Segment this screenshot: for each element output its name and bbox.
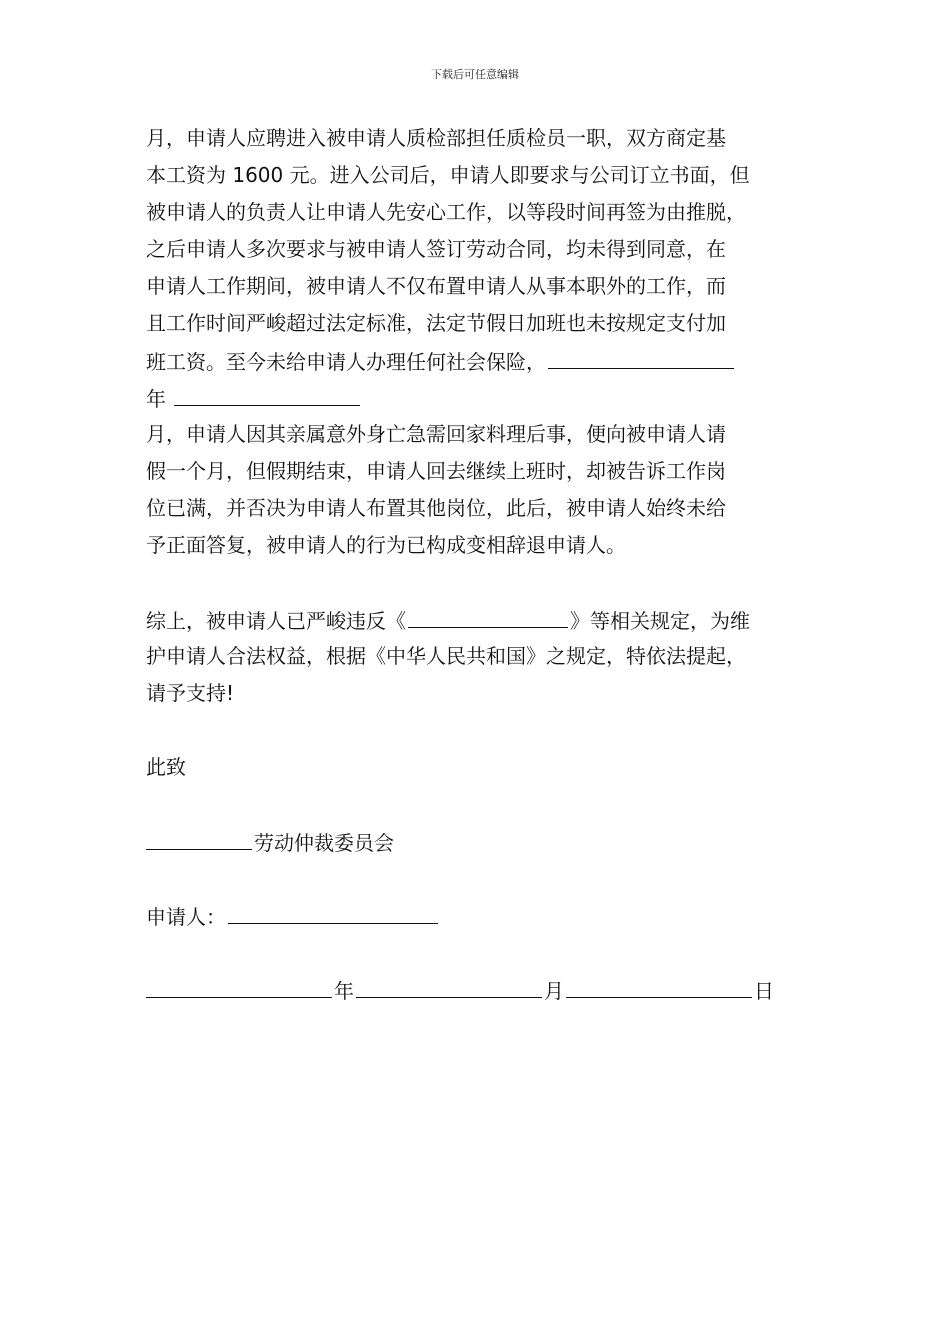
year-label: 年	[146, 387, 166, 411]
fill-in-blank[interactable]	[174, 379, 360, 406]
date-line	[146, 971, 836, 1008]
text-line: 月，申请人应聘进入被申请人质检部担任质检员一职，双方商定基	[146, 126, 726, 150]
text-segment: 综上，被申请人已严峻违反《	[146, 609, 406, 633]
paragraph-3	[146, 601, 836, 712]
document-body	[146, 120, 836, 1008]
salutation: 此致	[146, 755, 186, 779]
paragraph-1	[146, 120, 836, 416]
text-line: 之后申请人多次要求与被申请人签订劳动合同，均未得到同意，在	[146, 237, 726, 261]
paragraph-spacer	[146, 786, 836, 823]
text-line: 位已满，并否决为申请人布置其他岗位，此后，被申请人始终未给	[146, 496, 726, 520]
year-label: 年	[334, 979, 354, 1003]
applicant-name-blank[interactable]	[228, 897, 438, 924]
text-segment: 》等相关规定，为维	[570, 609, 750, 633]
day-blank[interactable]	[566, 971, 752, 998]
month-label: 月	[544, 979, 564, 1003]
committee-name-blank[interactable]	[146, 823, 252, 850]
paragraph-2	[146, 416, 836, 564]
text-line: 假一个月，但假期结束，申请人回去继续上班时，却被告诉工作岗	[146, 459, 726, 483]
text-line: 且工作时间严峻超过法定标准，法定节假日加班也未按规定支付加	[146, 311, 726, 335]
text-line: 被申请人的负责人让申请人先安心工作，以等段时间再签为由推脱，	[146, 200, 746, 224]
text-line: 本工资为 1600 元。进入公司后，申请人即要求与公司订立书面，但	[146, 163, 750, 187]
page-header-note: 下载后可任意编辑	[431, 68, 519, 81]
applicant-line	[146, 897, 836, 934]
committee-suffix: 劳动仲裁委员会	[254, 831, 394, 855]
year-line	[146, 379, 836, 416]
text-line: 护申请人合法权益，根据《中华人民共和国》之规定，特依法提起，	[146, 644, 746, 668]
text-line-with-blank	[146, 342, 836, 379]
day-label: 日	[754, 979, 774, 1003]
text-line: 申请人工作期间，被申请人不仅布置申请人从事本职外的工作，而	[146, 274, 726, 298]
committee-line	[146, 823, 836, 860]
paragraph-spacer	[146, 860, 836, 897]
law-name-blank[interactable]	[408, 601, 568, 628]
year-blank[interactable]	[146, 971, 332, 998]
paragraph-spacer	[146, 934, 836, 971]
fill-in-blank[interactable]	[548, 342, 734, 369]
paragraph-spacer	[146, 564, 836, 601]
applicant-label: 申请人：	[146, 905, 226, 929]
text-line-with-blank	[146, 601, 836, 638]
month-blank[interactable]	[356, 971, 542, 998]
text-line: 月，申请人因其亲属意外身亡急需回家料理后事，便向被申请人请	[146, 422, 726, 446]
text-line: 予正面答复，被申请人的行为已构成变相辞退申请人。	[146, 533, 626, 557]
text-line: 请予支持!	[146, 681, 235, 705]
paragraph-spacer	[146, 712, 836, 749]
text-segment: 班工资。至今未给申请人办理任何社会保险，	[146, 350, 546, 374]
